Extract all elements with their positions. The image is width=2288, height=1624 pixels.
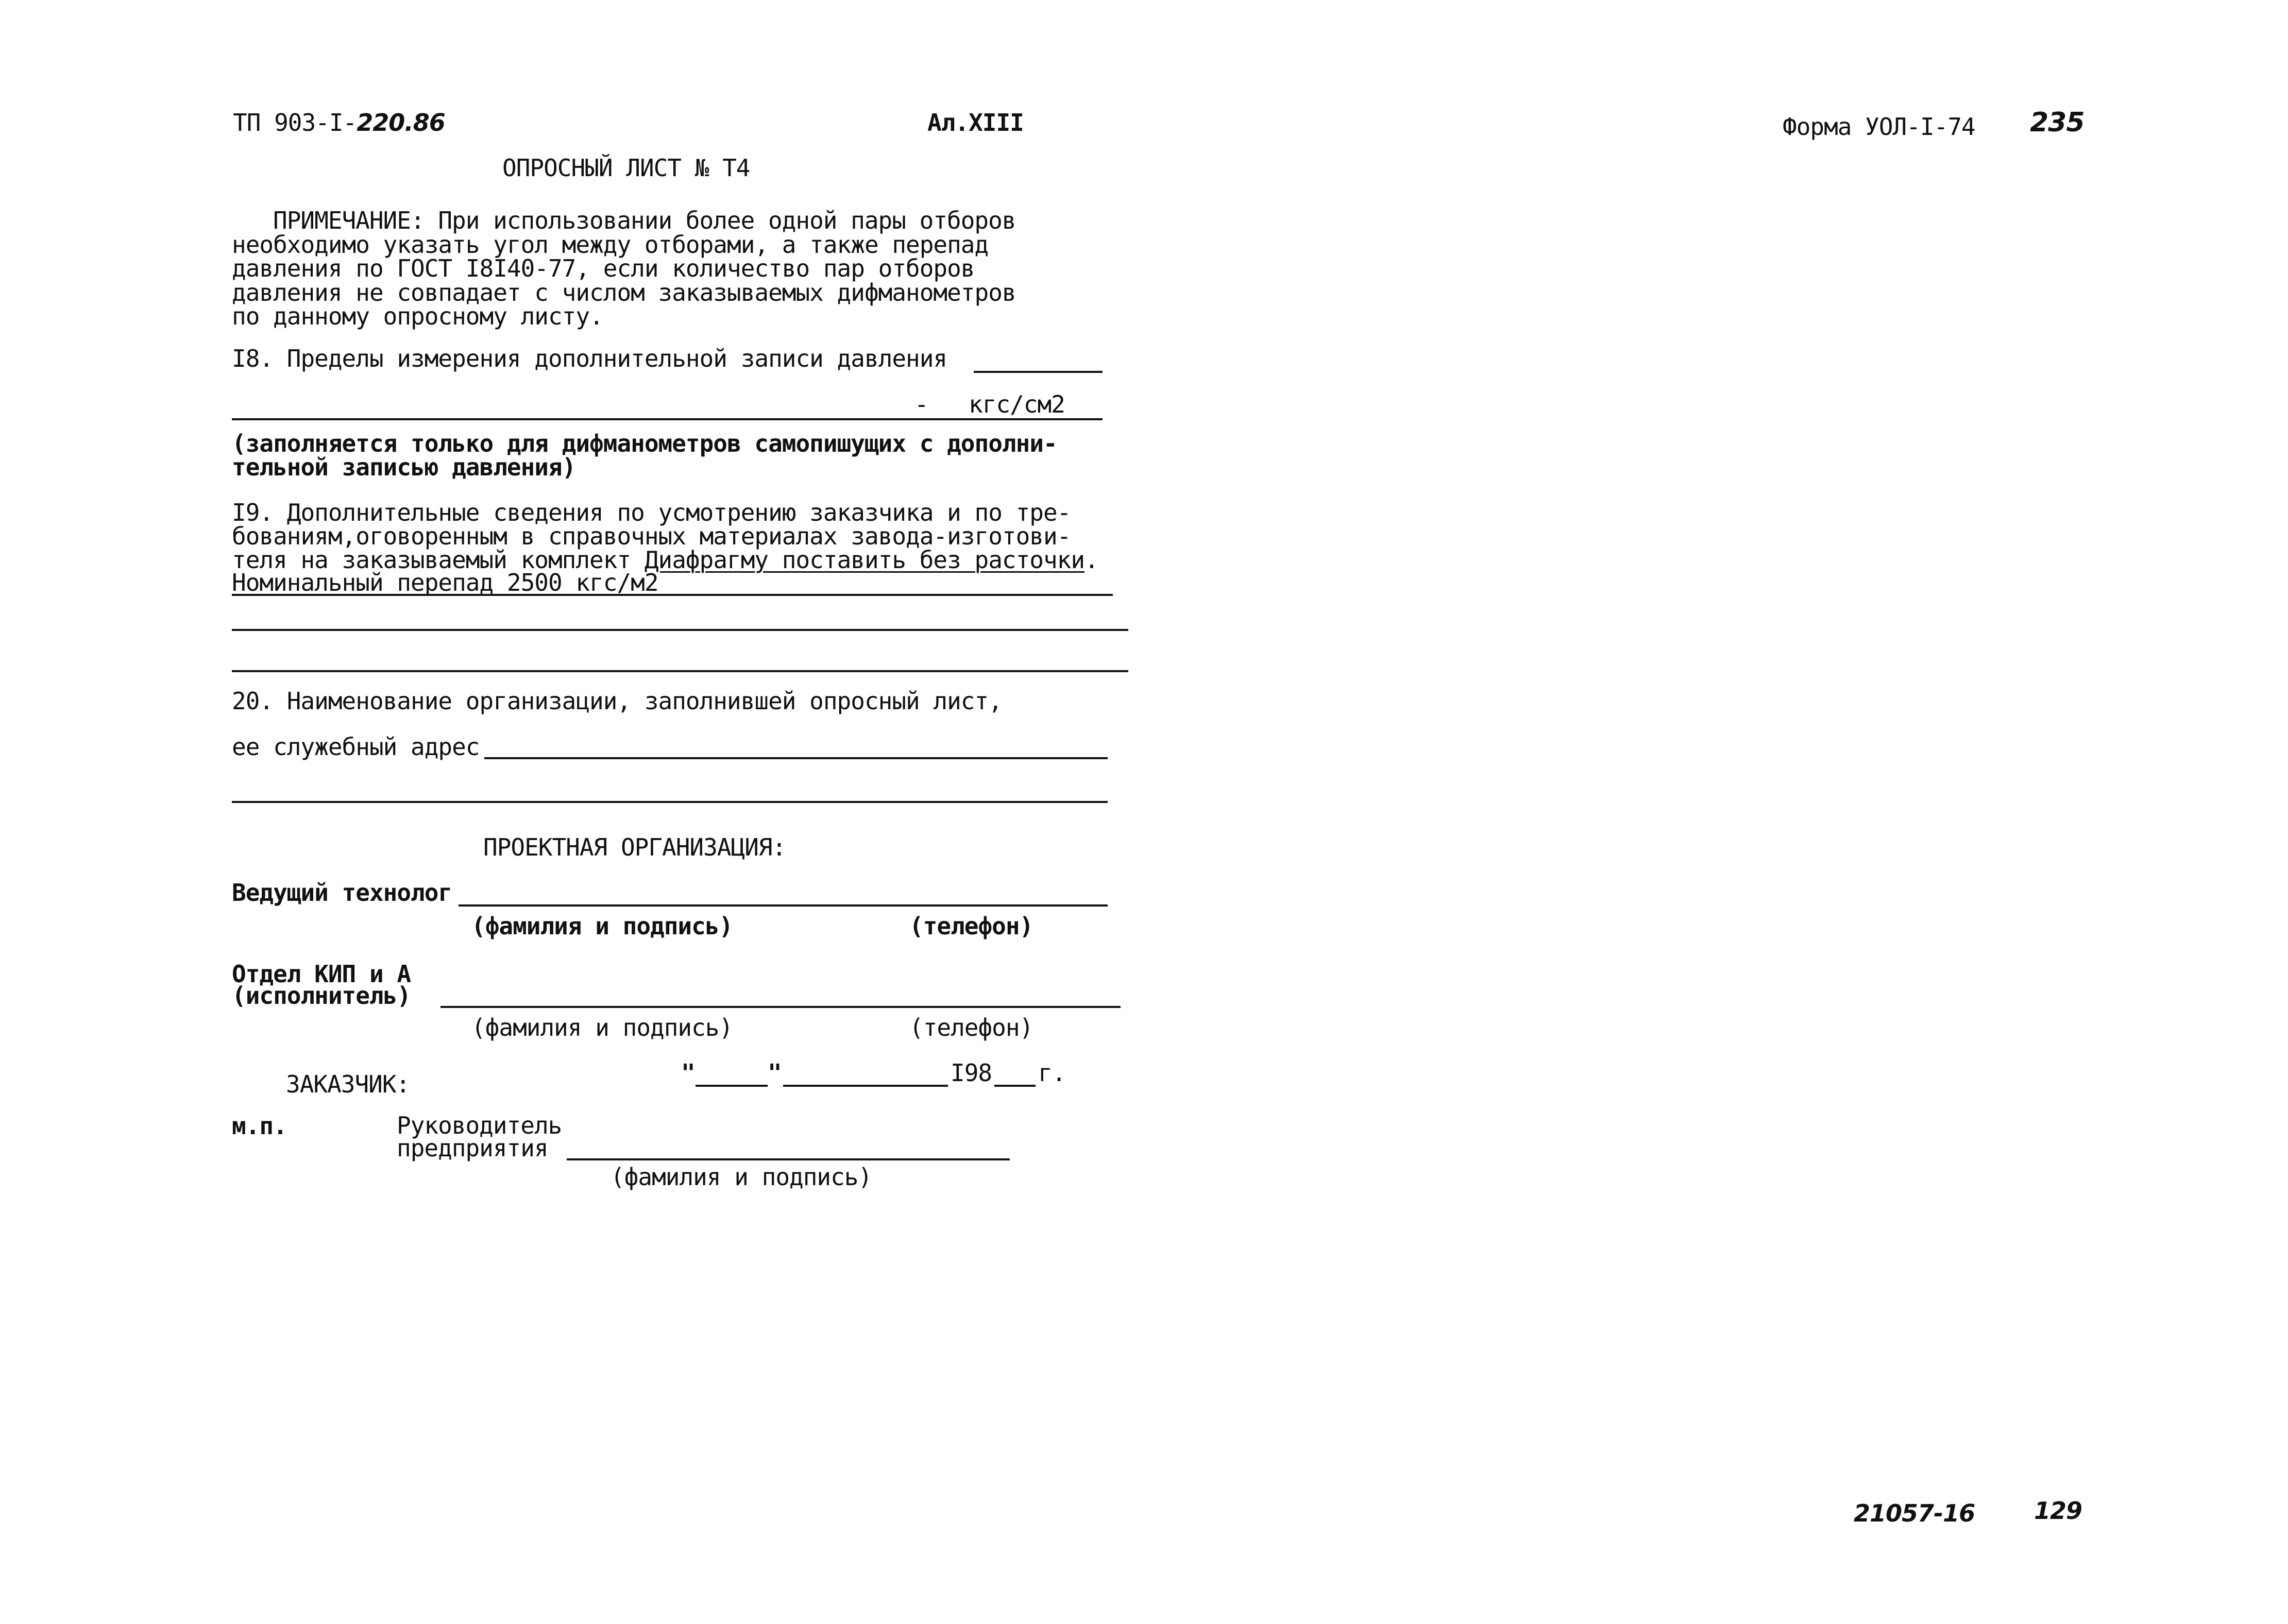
item19-blank-line[interactable] — [232, 670, 1128, 672]
item19-line3-filled-value[interactable]: Диафрагму поставить без расточки — [644, 546, 1085, 574]
item20-address-label: ее служебный адрес — [232, 733, 480, 761]
item19-line: бованиям,оговоренным в справочных материалах завода-изготови- — [232, 522, 1071, 550]
lead-technologist-line[interactable] — [459, 904, 1108, 907]
note-line: необходимо указать угол между отборами, а также перепад — [232, 231, 989, 259]
form-label: Форма УОЛ-I-74 — [1783, 113, 1975, 141]
customer-heading: ЗАКАЗЧИК: — [286, 1070, 410, 1098]
project-code-handwritten: 220.86 — [357, 109, 445, 136]
phone-caption: (телефон) — [909, 1014, 1033, 1041]
item18-dash: - — [914, 390, 928, 418]
item18-hint-line: (заполняется только для дифманометров самопишущих с дополни- — [232, 430, 1057, 457]
project-code-prefix: ТП 903-I- — [233, 109, 357, 136]
project-org-heading: ПРОЕКТНАЯ ОРГАНИЗАЦИЯ: — [483, 833, 786, 861]
name-signature-caption: (фамилия и подпись) — [471, 912, 733, 940]
item18-unit: кгс/см2 — [969, 390, 1065, 418]
kip-executor-line[interactable] — [440, 1006, 1121, 1008]
name-signature-caption: (фамилия и подпись) — [471, 1014, 733, 1041]
note-line: давления не совпадает с числом заказываемых дифманометров — [232, 279, 1016, 306]
date-quote-open: " — [681, 1059, 695, 1087]
kip-dept-label: Отдел КИП и А — [232, 960, 411, 988]
item19-blank-line[interactable] — [232, 629, 1128, 631]
page-number: 235 — [2030, 107, 2084, 138]
item19-line: I9. Дополнительные сведения по усмотрению заказчика и по тре- — [232, 499, 1071, 526]
note-line: по данному опросному листу. — [232, 302, 603, 330]
item18-value-line-b[interactable] — [232, 418, 1103, 420]
note-line: давления по ГОСТ I8I40-77, если количество пар отборов — [232, 254, 975, 282]
head-name-signature-caption: (фамилия и подпись) — [611, 1163, 872, 1191]
head-label: Руководитель — [397, 1112, 562, 1139]
phone-caption: (телефон) — [909, 912, 1033, 940]
date-year-line[interactable] — [994, 1085, 1036, 1087]
item18-value-line-a[interactable] — [974, 371, 1103, 373]
date-quote-close: " — [768, 1059, 782, 1087]
project-code — [233, 111, 445, 134]
lead-technologist-label: Ведущий технолог — [232, 879, 452, 907]
item20-address-line-2[interactable] — [232, 801, 1108, 803]
page-title: ОПРОСНЫЙ ЛИСТ № Т4 — [502, 154, 750, 182]
item20-label: 20. Наименование организации, заполнившей опросный лист, — [232, 687, 1002, 715]
item19-line3-end: . — [1084, 546, 1098, 574]
date-year-suffix: г. — [1038, 1059, 1066, 1087]
enterprise-label: предприятия — [397, 1134, 548, 1162]
item19-line4-underline — [232, 594, 1113, 596]
item19-line3-text: теля на заказываемый комплект — [232, 546, 645, 574]
date-year-prefix: I98 — [951, 1059, 992, 1087]
sheet-number: 129 — [2034, 1497, 2082, 1525]
item20-address-line[interactable] — [484, 757, 1108, 759]
note-line: ПРИМЕЧАНИЕ: При использовании более одной пары отборов — [273, 207, 1016, 234]
stamp-place-label: м.п. — [232, 1112, 287, 1140]
album-label: Ал.XIII — [927, 109, 1024, 136]
date-day-line[interactable] — [696, 1085, 768, 1087]
head-signature-line[interactable] — [567, 1158, 1010, 1160]
item18-hint-line: тельной записью давления) — [232, 453, 576, 481]
item19-line4-filled-value[interactable]: Номинальный перепад 2500 кгс/м2 — [232, 569, 658, 596]
document-number: 21057-16 — [1854, 1499, 1975, 1527]
date-month-line[interactable] — [783, 1085, 948, 1087]
kip-executor-label: (исполнитель) — [232, 982, 411, 1010]
item18-label: I8. Пределы измерения дополнительной записи давления — [232, 345, 947, 372]
